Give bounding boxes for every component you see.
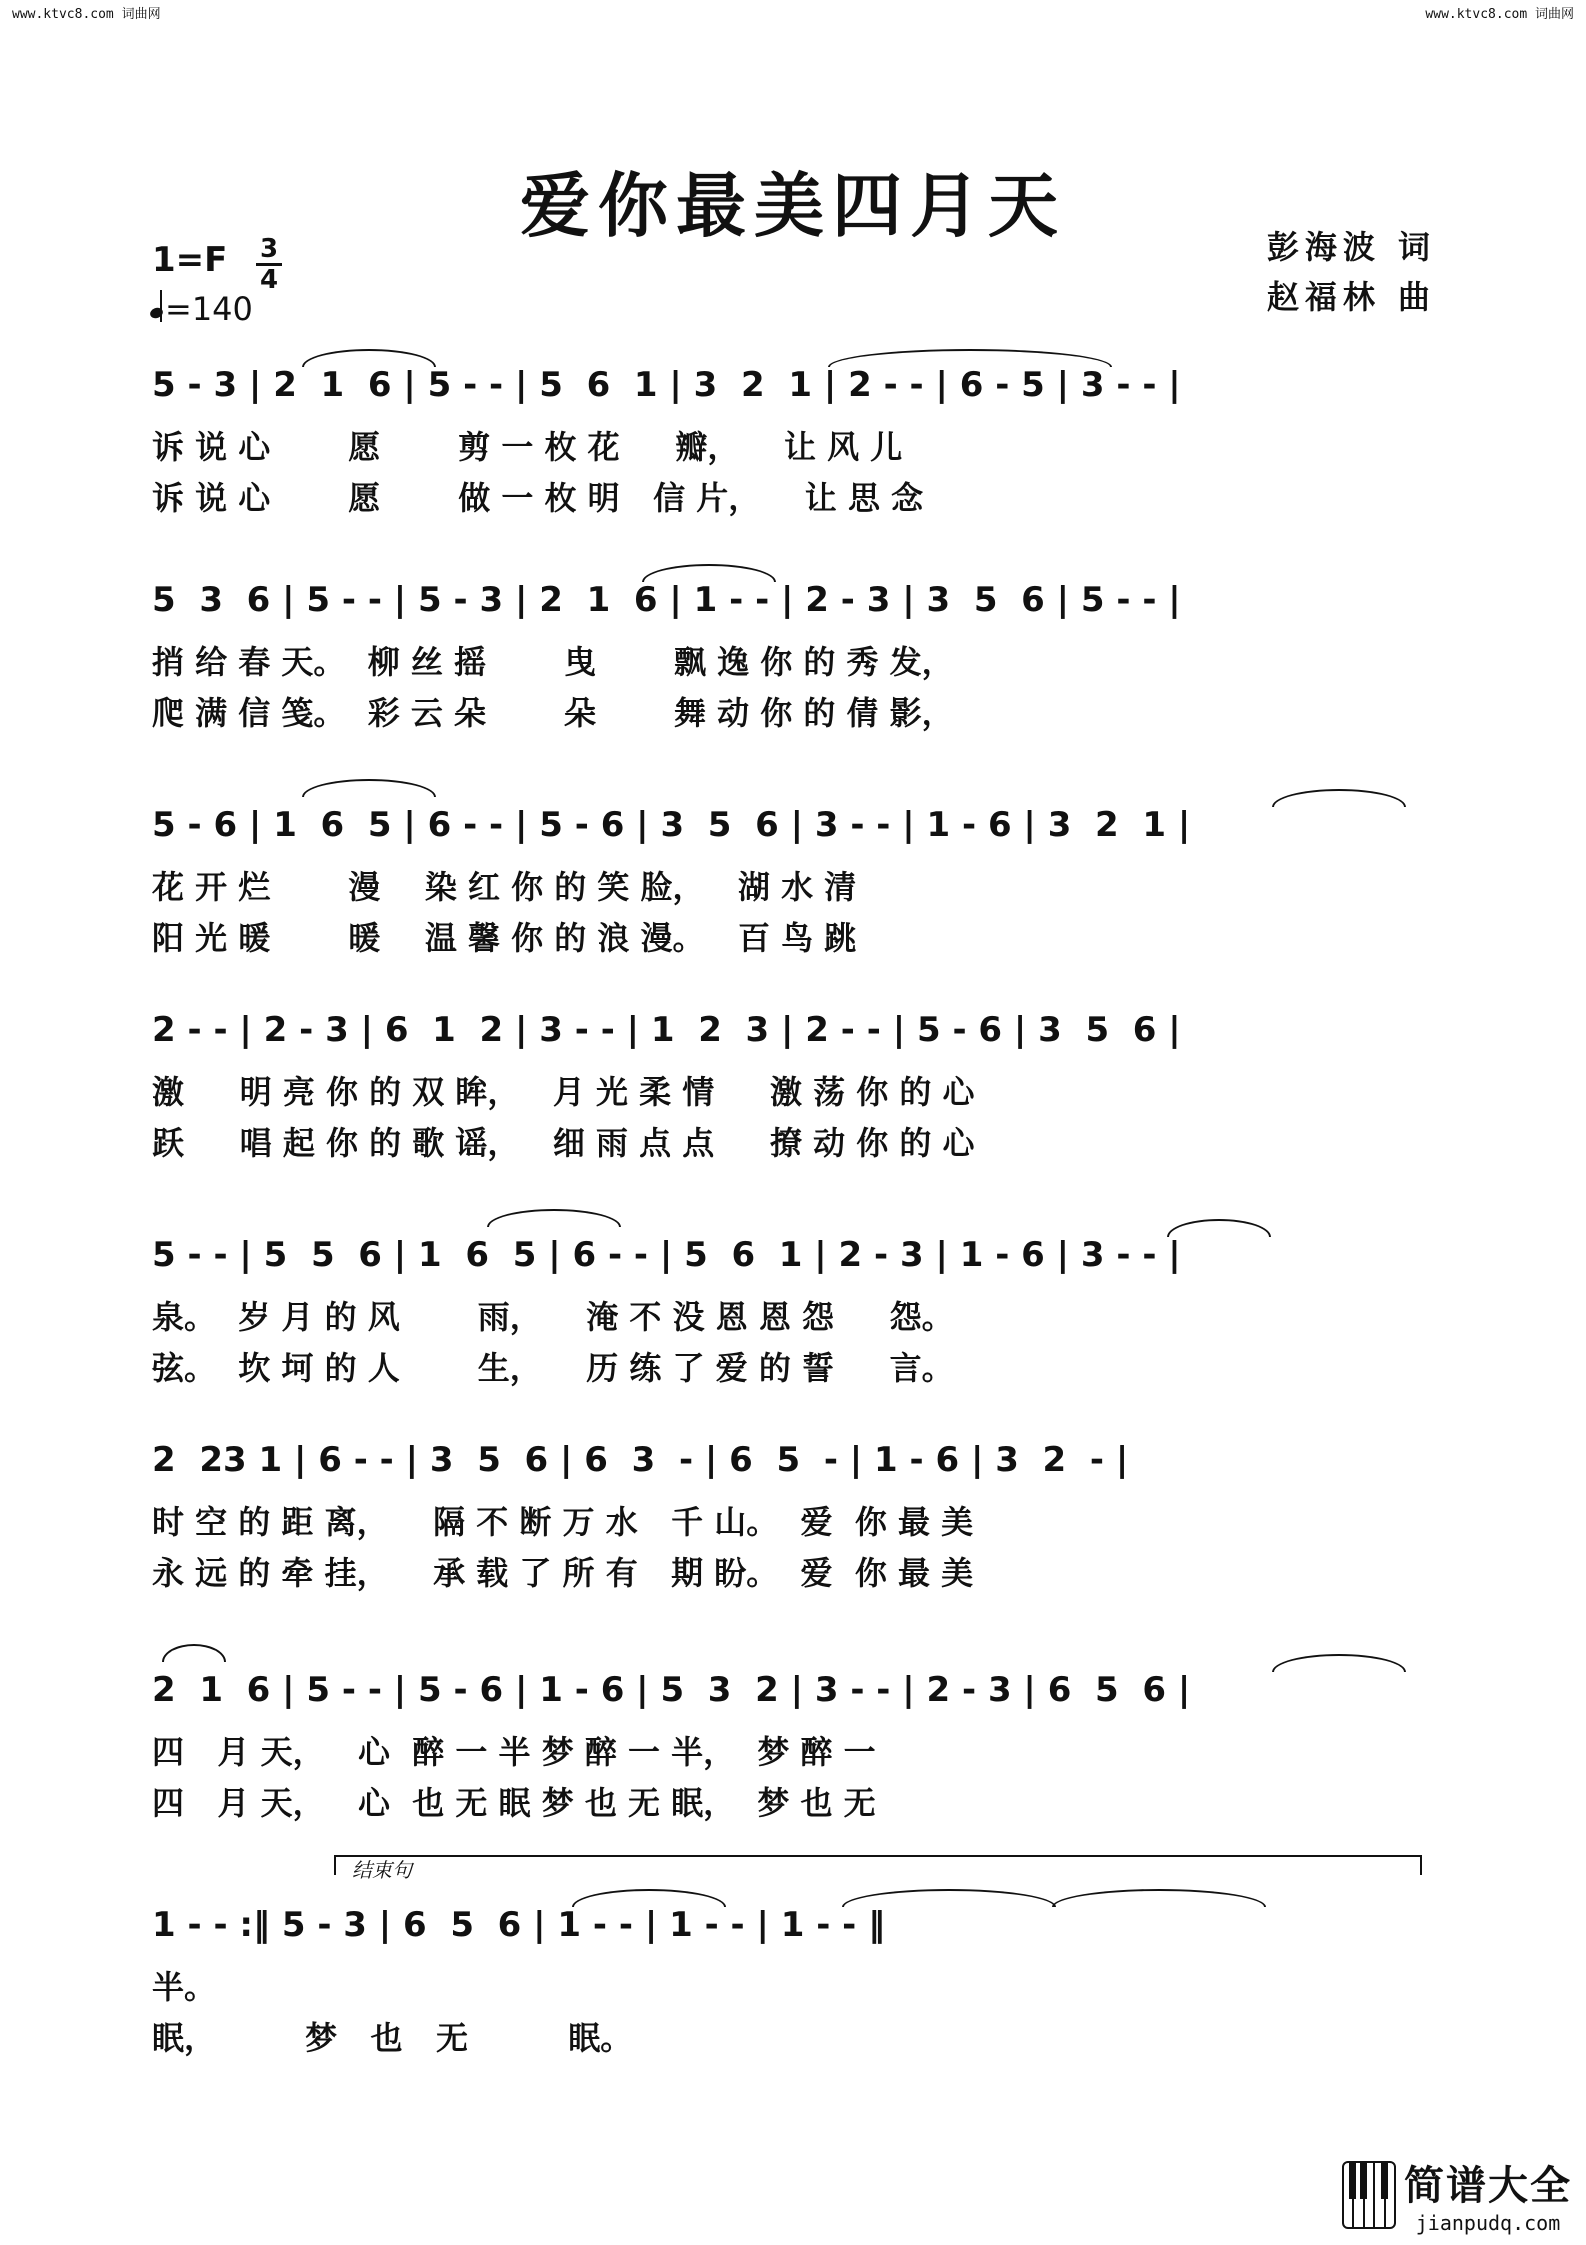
- composer-credit: 赵福林 曲: [1266, 278, 1436, 316]
- slur: [842, 1889, 1056, 1907]
- key-signature: 1=F: [152, 240, 228, 280]
- slur: [1052, 1889, 1266, 1907]
- ending-label: 结束句: [352, 1858, 412, 1882]
- lyrics-verse-1: 花 开 烂 漫 染 红 你 的 笑 脸， 湖 水 清: [152, 868, 857, 906]
- slur: [162, 1644, 226, 1662]
- lyrics-verse-1: 诉 说 心 愿 剪 一 枚 花 瓣， 让 风 儿: [152, 428, 903, 466]
- lyrics-verse-2: 跃 唱 起 你 的 歌 谣， 细 雨 点 点 撩 动 你 的 心: [152, 1124, 975, 1162]
- slur: [302, 349, 436, 367]
- lyrics-verse-1: 半。: [152, 1968, 217, 2006]
- song-title: 爱你最美四月天: [520, 165, 1066, 247]
- notes-line: 5 3 6 | 5 - - | 5 - 3 | 2 1 6 | 1 - - | 2 - 3 | 3 5 6 | 5 - - |: [152, 580, 1181, 620]
- header-left-watermark: www.ktvc8.com 词曲网: [12, 7, 161, 22]
- lyrics-verse-2: 四 月 天， 心 也 无 眠 梦 也 无 眠， 梦 也 无: [152, 1784, 876, 1822]
- tempo-marking: [150, 290, 253, 328]
- slur: [1167, 1219, 1271, 1237]
- notes-line: 5 - - | 5 5 6 | 1 6 5 | 6 - - | 5 6 1 | 2 - 3 | 1 - 6 | 3 - - |: [152, 1235, 1181, 1275]
- ending-bracket: [334, 1855, 1422, 1875]
- lyrics-verse-2: 永 远 的 牵 挂， 承 载 了 所 有 期 盼。 爱 你 最 美: [152, 1554, 974, 1592]
- lyrics-verse-2: 眠， 梦 也 无 眠。: [152, 2019, 633, 2057]
- time-signature-top: 3: [259, 234, 279, 264]
- notes-line: 1 - - :‖ 5 - 3 | 6 5 6 | 1 - - | 1 - - | 1 - - ‖: [152, 1905, 886, 1945]
- slur: [642, 564, 776, 582]
- lyricist-credit: 彭海波 词: [1266, 228, 1436, 266]
- slur: [302, 779, 436, 797]
- lyrics-verse-1: 捎 给 春 天。 柳 丝 摇 曳 飘 逸 你 的 秀 发，: [152, 643, 954, 681]
- lyrics-verse-2: 弦。 坎 坷 的 人 生， 历 练 了 爱 的 誓 言。: [152, 1349, 954, 1387]
- time-signature: [256, 236, 282, 293]
- slur: [828, 349, 1112, 367]
- logo-domain-text: jianpudq.com: [1415, 2211, 1561, 2235]
- lyrics-verse-1: 四 月 天， 心 醉 一 半 梦 醉 一 半， 梦 醉 一: [152, 1733, 876, 1771]
- tempo-value: =140: [165, 290, 253, 328]
- site-logo: [1342, 2154, 1572, 2235]
- lyrics-verse-2: 诉 说 心 愿 做 一 枚 明 信 片， 让 思 念: [152, 479, 924, 517]
- lyrics-verse-2: 阳 光 暖 暖 温 馨 你 的 浪 漫。 百 鸟 跳: [152, 919, 857, 957]
- notes-line: 2 - - | 2 - 3 | 6 1 2 | 3 - - | 1 2 3 | 2 - - | 5 - 6 | 3 5 6 |: [152, 1010, 1181, 1050]
- notes-line: 2 23 1 | 6 - - | 3 5 6 | 6 3 - | 6 5 - | 1 - 6 | 3 2 - |: [152, 1440, 1129, 1480]
- quarter-note-stem: [160, 290, 162, 322]
- lyrics-verse-1: 时 空 的 距 离， 隔 不 断 万 水 千 山。 爱 你 最 美: [152, 1503, 974, 1541]
- notes-line: 5 - 6 | 1 6 5 | 6 - - | 5 - 6 | 3 5 6 | 3 - - | 1 - 6 | 3 2 1 |: [152, 805, 1191, 845]
- notes-line: 5 - 3 | 2 1 6 | 5 - - | 5 6 1 | 3 2 1 | 2 - - | 6 - 5 | 3 - - |: [152, 365, 1181, 405]
- slur: [572, 1889, 726, 1907]
- header-right-watermark: www.ktvc8.com 词曲网: [1425, 7, 1574, 22]
- time-signature-bottom: 4: [259, 265, 279, 295]
- slur: [1272, 789, 1406, 807]
- lyrics-verse-2: 爬 满 信 笺。 彩 云 朵 朵 舞 动 你 的 倩 影，: [152, 694, 954, 732]
- slur: [1272, 1654, 1406, 1672]
- notes-line: 2 1 6 | 5 - - | 5 - 6 | 1 - 6 | 5 3 2 | 3 - - | 2 - 3 | 6 5 6 |: [152, 1670, 1191, 1710]
- lyrics-verse-1: 激 明 亮 你 的 双 眸， 月 光 柔 情 激 荡 你 的 心: [152, 1073, 975, 1111]
- slur: [487, 1209, 621, 1227]
- piano-keys-icon: [1342, 2161, 1396, 2229]
- lyrics-verse-1: 泉。 岁 月 的 风 雨， 淹 不 没 恩 恩 怨 怨。: [152, 1298, 954, 1336]
- logo-chinese-text: 简谱大全: [1404, 2163, 1572, 2209]
